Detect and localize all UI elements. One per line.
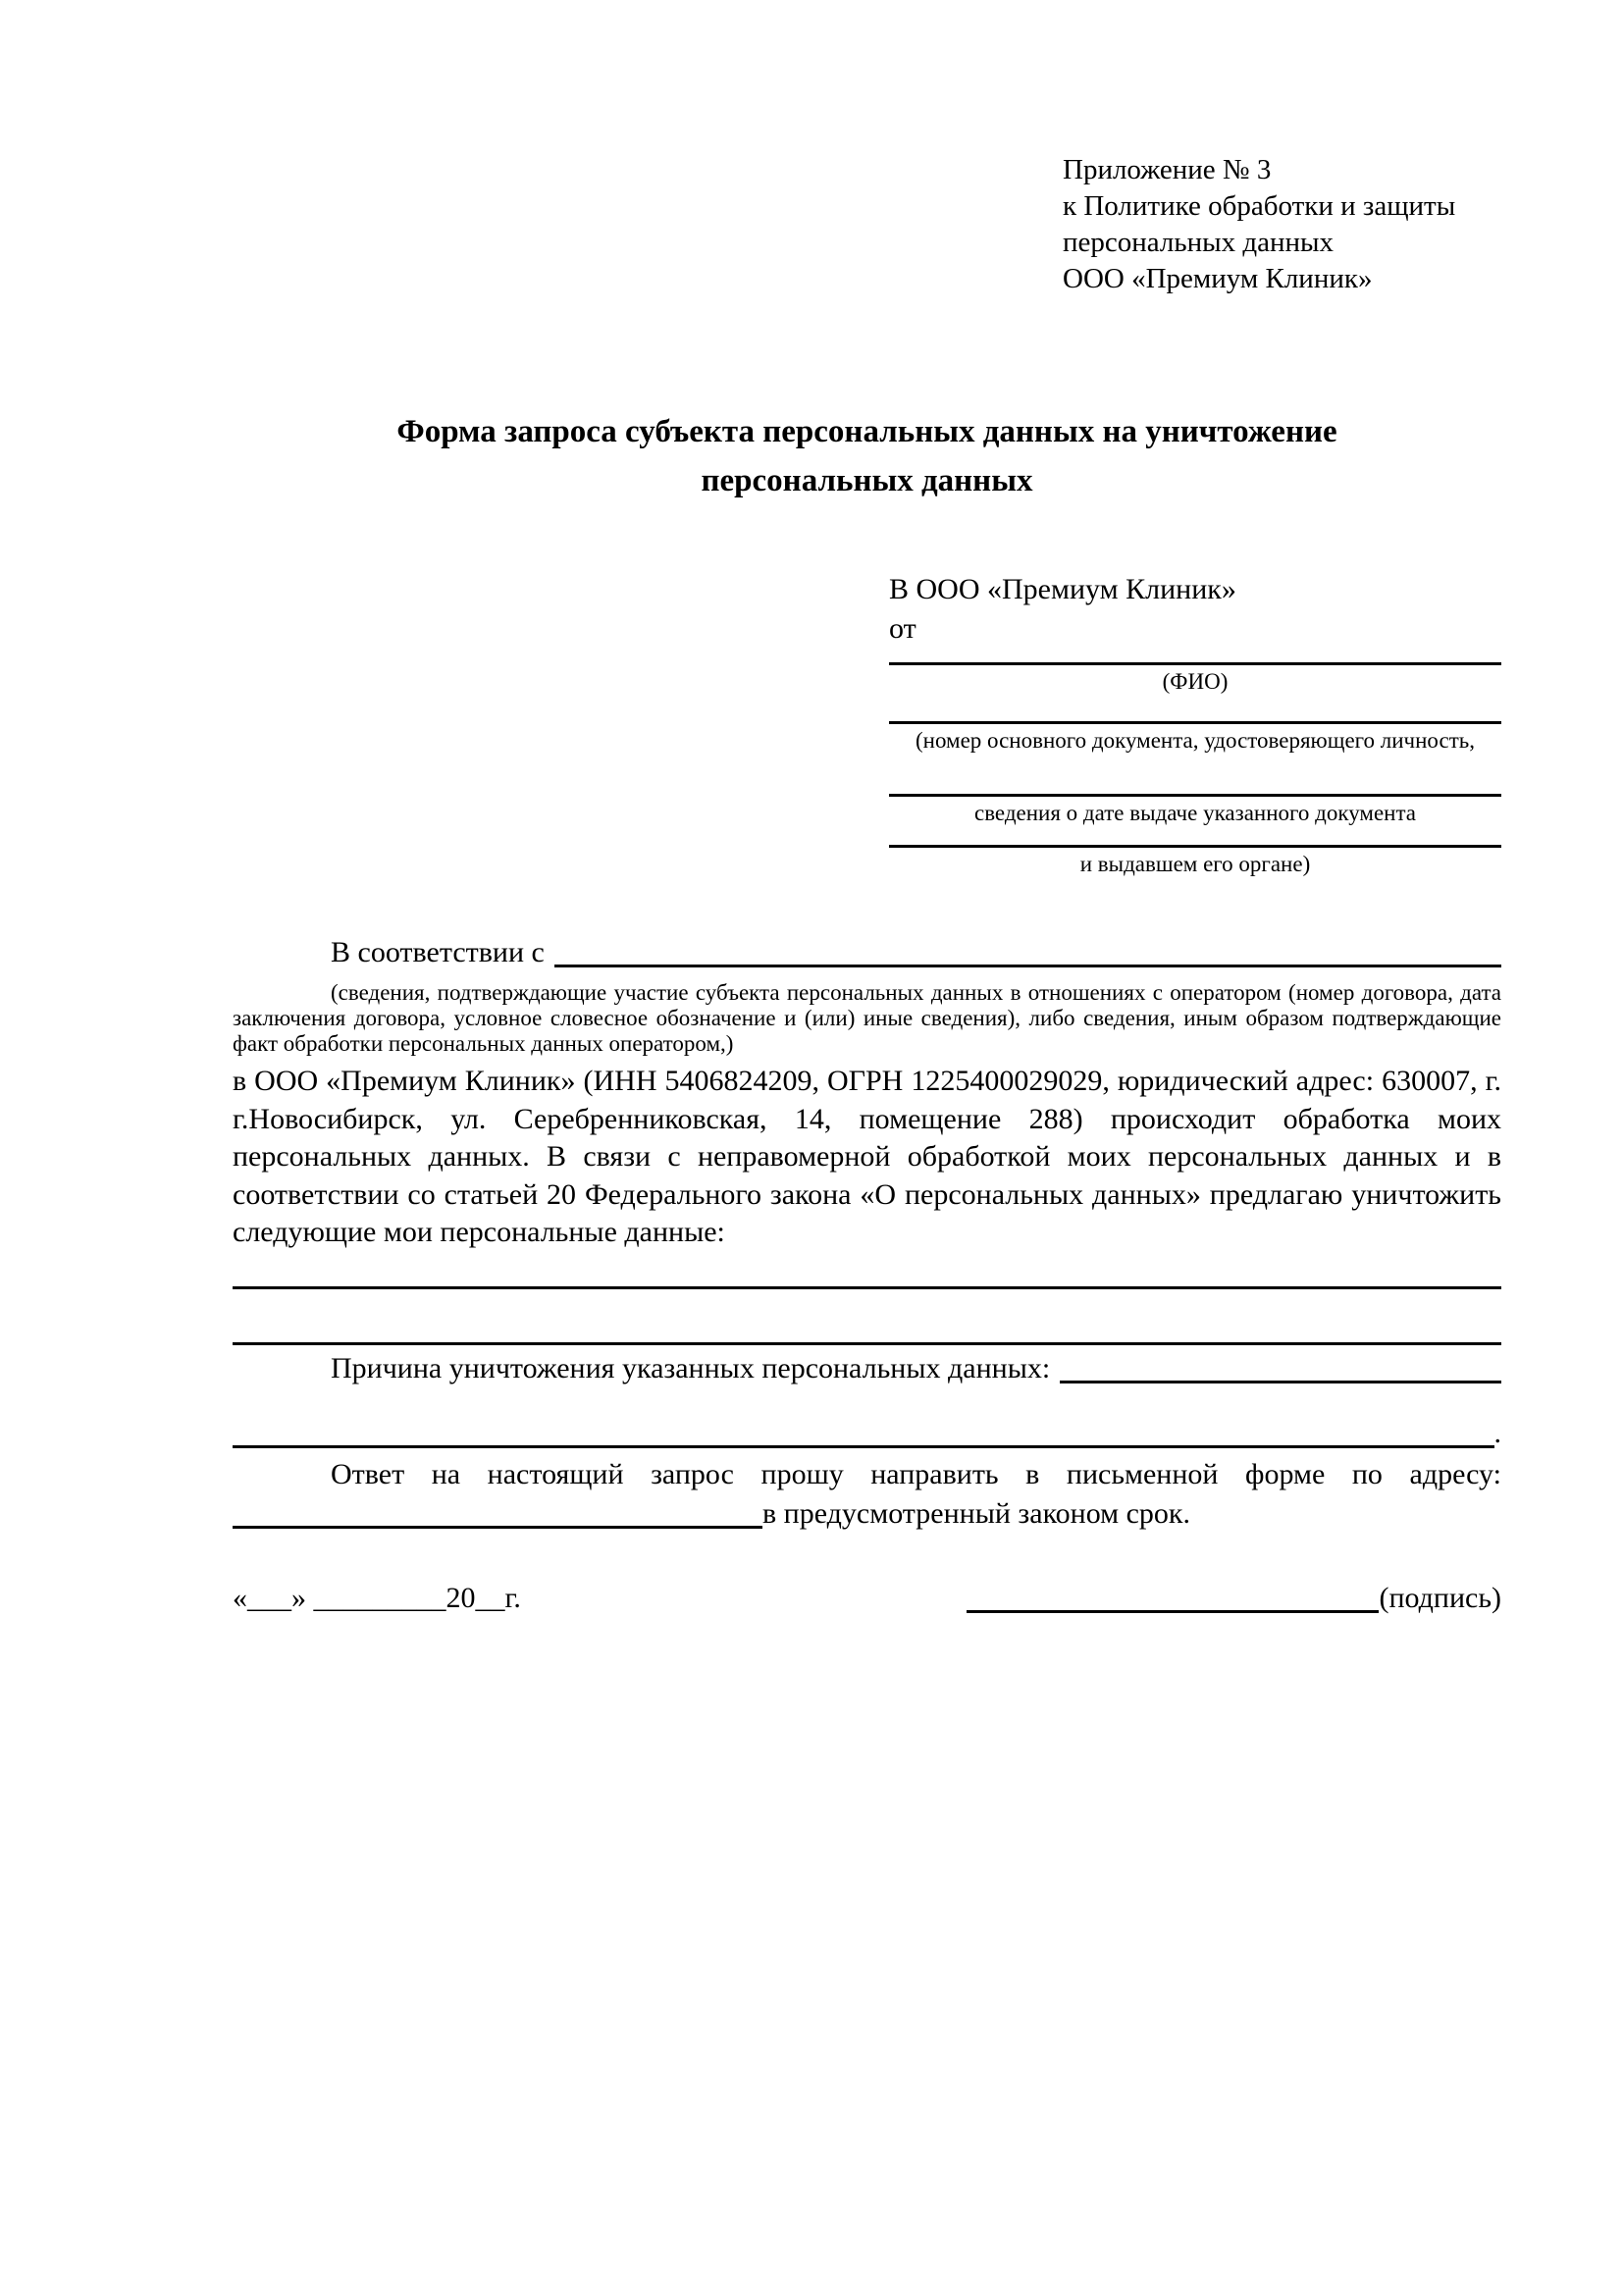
according-row xyxy=(233,933,1501,972)
appendix-note-line-4: ООО «Премиум Клиник» xyxy=(1063,263,1373,294)
reason-row xyxy=(233,1349,1501,1388)
fio-blank-line xyxy=(889,649,1501,665)
reason-label: Причина уничтожения указанных персональных данных: xyxy=(331,1351,1051,1384)
date-placeholder: «___» _________20__г. xyxy=(233,1581,521,1614)
fio-caption: (ФИО) xyxy=(1162,669,1229,694)
address-blank-line xyxy=(233,1526,762,1529)
addressee-organization: В ООО «Премиум Клиник» xyxy=(889,573,1236,605)
issuing-authority-caption: и выдавшем его органе) xyxy=(1079,852,1311,876)
signature-blank-line xyxy=(967,1610,1379,1613)
appendix-note-line-3: персональных данных xyxy=(1063,227,1335,258)
answer-paragraph: Ответ на настоящий запрос прошу направить в письменной форме по адресу: xyxy=(331,1457,1501,1490)
signature-footer xyxy=(233,1579,1501,1618)
addressee-from-label: от xyxy=(889,612,916,645)
answer-tail-text: в предусмотренный законом срок. xyxy=(762,1496,1190,1530)
answer-address-row xyxy=(233,1494,1501,1534)
issue-date-blank-line xyxy=(889,755,1501,797)
signature-group xyxy=(967,1579,1501,1618)
according-label: В соответствии с xyxy=(331,936,545,968)
reason-blank-line-2 xyxy=(233,1445,1494,1448)
appendix-note xyxy=(1063,152,1501,297)
reason-continuation-row xyxy=(233,1414,1501,1453)
appendix-note-line-1: Приложение № 3 xyxy=(1063,154,1272,185)
personal-data-blank-line-2 xyxy=(233,1342,1501,1345)
document-title: Форма запроса субъекта персональных данных на уничтожение персональных данных xyxy=(396,414,1337,498)
period-mark: . xyxy=(1493,1416,1501,1449)
reason-blank-line xyxy=(1060,1381,1501,1383)
signature-caption: (подпись) xyxy=(1379,1581,1501,1614)
issuing-authority-blank-line xyxy=(889,827,1501,848)
appendix-note-line-2: к Политике обработки и защиты xyxy=(1063,190,1456,222)
issue-date-caption: сведения о дате выдаче указанного документа xyxy=(973,801,1417,825)
according-blank-line xyxy=(554,965,1501,967)
main-paragraph: в ООО «Премиум Клиник» (ИНН 5406824209, ОГРН 1225400029029, юридический адрес: 630007, г. г.Новосибирск, ул. Серебренниковская, 14, помещение 288) происходит обработка моих персональных данных. В связи с неправомерной обработкой моих персональных данных и в соответствии со статьей 20 Федерального закона «О персональных данных» предлагаю уничтожить следующие мои персональные данные: xyxy=(233,1065,1501,1248)
personal-data-blank-line-1 xyxy=(233,1286,1501,1289)
according-footnote: (сведения, подтверждающие участие субъекта персональных данных в отношениях с оператором (номер договора, дата заключения договора, условное словесное обозначение и (или) иные сведения), либо сведения, иным образом подтверждающие факт обработки персональных данных оператором,) xyxy=(233,980,1501,1056)
addressee-block xyxy=(889,570,1501,878)
document-number-blank-line xyxy=(889,696,1501,724)
document-number-caption: (номер основного документа, удостоверяющего личность, xyxy=(915,728,1475,753)
